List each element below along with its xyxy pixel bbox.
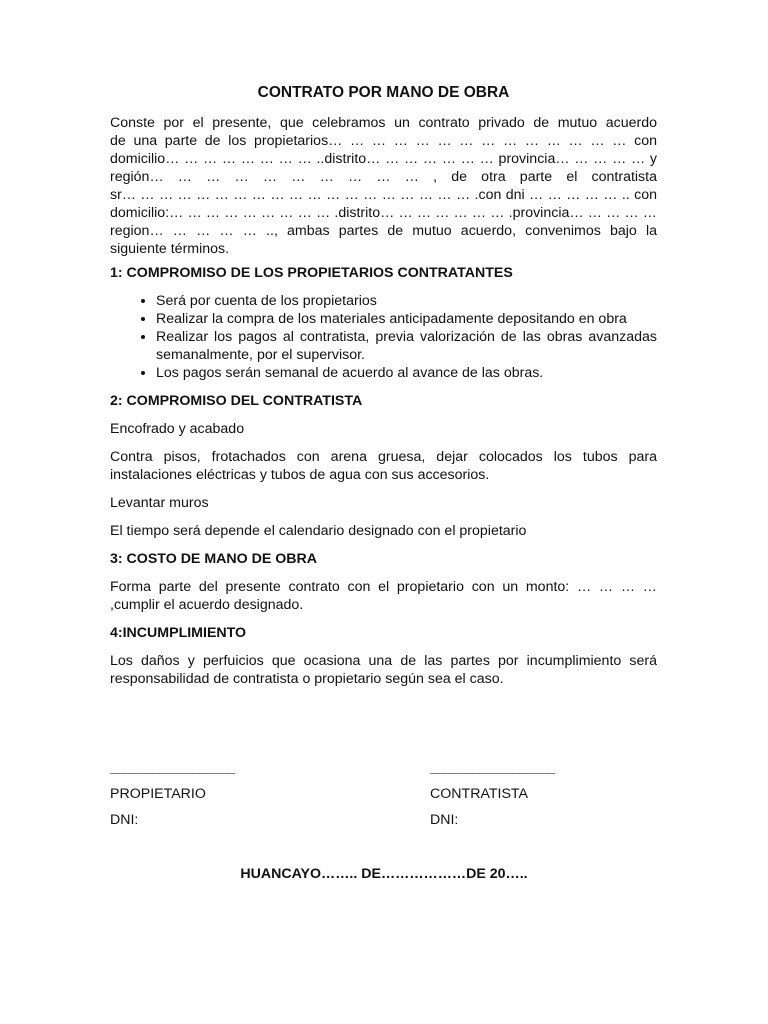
intro-line-last: siguiente términos.: [110, 241, 230, 257]
contractor-dni-label: DNI:: [430, 812, 459, 828]
intro-line: domicilio… … … … … … … … ..distrito… … … … … … … provincia… … … … … y: [110, 151, 657, 167]
intro-line: de una parte de los propietarios… … … … … … … … … … … … … … con: [110, 133, 657, 149]
section-1-list: [110, 292, 657, 382]
intro-line: Conste por el presente, que celebramos un contrato privado de mutuo acuerdo: [110, 115, 657, 131]
intro-paragraph: [110, 114, 657, 258]
intro-line: domicilio:… … … … … … … … … .distrito… … … … … … … .provincia… … … … …: [110, 205, 657, 221]
section-2-heading: 2: COMPROMISO DEL CONTRATISTA: [110, 393, 363, 409]
section-3-paragraph: Forma parte del presente contrato con el propietario con un monto: … … … … ,cumplir el acuerdo designado.: [110, 579, 657, 613]
list-item: • Será por cuenta de los propietarios: [156, 292, 657, 310]
section-3-heading: 3: COSTO DE MANO DE OBRA: [110, 551, 318, 567]
contractor-signature-block: [430, 760, 670, 838]
section-2-paragraph: Levantar muros: [110, 495, 209, 511]
intro-line: región… … … … … … … … … … , de otra parte el contratista: [110, 169, 657, 185]
contractor-label: CONTRATISTA: [430, 786, 528, 802]
place-date-line: HUANCAYO…….. DE………………DE 20…..: [240, 866, 528, 882]
intro-line: region… … … … … .., ambas partes de mutuo acuerdo, convenimos bajo la: [110, 223, 657, 239]
list-item: • Los pagos serán semanal de acuerdo al avance de las obras.: [156, 364, 657, 382]
signature-line: __________________: [110, 760, 235, 776]
section-1-heading: 1: COMPROMISO DE LOS PROPIETARIOS CONTRATANTES: [110, 265, 513, 281]
signature-line: __________________: [430, 760, 555, 776]
section-4-paragraph: Los daños y perfuicios que ocasiona una de las partes por incumplimiento será responsabilidad de contratista o propietario según sea el caso.: [110, 653, 657, 687]
list-item: • Realizar los pagos al contratista, previa valorización de las obras avanzadas semanalmente, por el supervisor.: [156, 328, 657, 364]
section-4-heading: 4:INCUMPLIMIENTO: [110, 625, 247, 641]
section-2-paragraph: Contra pisos, frotachados con arena gruesa, dejar colocados los tubos para instalaciones eléctricas y tubos de agua con sus accesorios.: [110, 449, 657, 483]
list-item: • Realizar la compra de los materiales anticipadamente depositando en obra: [156, 310, 657, 328]
owner-signature-block: [110, 760, 350, 838]
section-2-paragraph: El tiempo será depende el calendario designado con el propietario: [110, 523, 527, 539]
contract-body: [110, 84, 657, 698]
owner-dni-label: DNI:: [110, 812, 139, 828]
intro-line: sr… … … … … … … … … … … … … … … … … … … .con dni … … … … … .. con: [110, 187, 657, 203]
section-2-paragraph: Encofrado y acabado: [110, 421, 245, 437]
document-title: CONTRATO POR MANO DE OBRA: [257, 84, 510, 101]
owner-label: PROPIETARIO: [110, 786, 206, 802]
